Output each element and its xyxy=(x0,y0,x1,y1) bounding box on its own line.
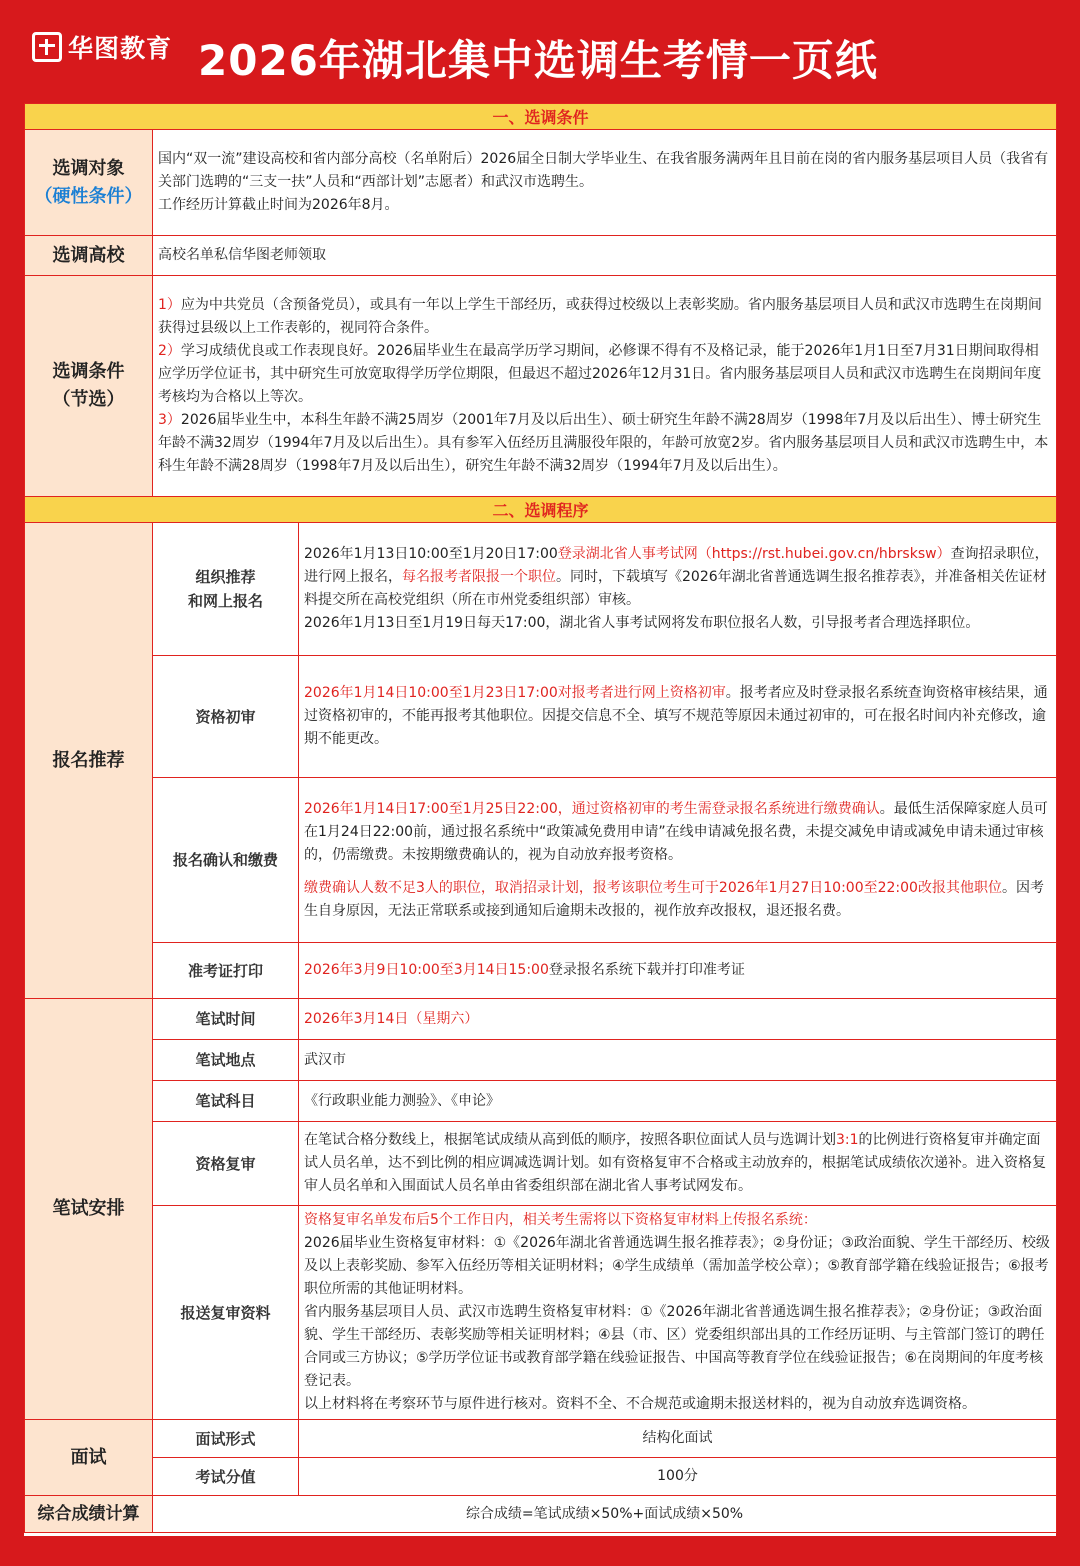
condition-text: 应为中共党员（含预备党员），或具有一年以上学生干部经历，或获得过校级以上表彰奖励。省内服务基层项目人员和武汉市选聘生在岗期间获得过县级以上工作表彰的，视同符合条件。 xyxy=(158,297,1042,336)
materials-note: 以上材料将在考察环节与原件进行核对。资料不全、不合规范或逾期未报送材料的，视为自动放弃选调资格。 xyxy=(304,1396,976,1412)
condition-num: 3） xyxy=(158,412,181,428)
label-online-registration xyxy=(153,523,299,656)
interview-score-value: 100分 xyxy=(299,1458,1057,1496)
row-exam-place xyxy=(25,1040,1057,1081)
materials-grassroots: 省内服务基层项目人员、武汉市选聘生资格复审材料：①《2026年湖北省普通选调生报名推荐表》；②身份证；③政治面貌、学生干部经历、表彰奖励等相关证明材料；④县（市、区）党委组织部出具的工作经历证明、与主管部门签订的聘任合同或三方协议；⑤学历学位证书或教育部学籍在线验证报告、中国高等教育学位在线验证报告；⑥在岗期间的年度考核登记表。 xyxy=(304,1304,1045,1389)
label-target-sub: （硬性条件） xyxy=(34,185,143,207)
row-payment xyxy=(25,778,1057,943)
interview-format-value: 结构化面试 xyxy=(299,1420,1057,1458)
brand-logo xyxy=(32,30,172,64)
label-materials: 报送复审资料 xyxy=(153,1206,299,1420)
cell-payment xyxy=(299,778,1057,943)
label-interview-format: 面试形式 xyxy=(153,1420,299,1458)
brand-name: 华图教育 xyxy=(68,34,173,63)
condition-item xyxy=(158,294,1051,340)
payment-text: 。最低生活保障家庭人员可在1月24日22:00前，通过报名系统中“政策减免费用申请”在线申请减免报名费，未提交减免申请或减免申请未通过审核的，仍需缴费。未按期缴费确认的，视为自动放弃报考资格。 xyxy=(304,800,1048,863)
condition-text: 学习成绩优良或工作表现良好。2026届毕业生在最高学历学习期间，必修课不得有不及格记录，能于2026年1月1日至7月31日期间取得相应学历学位证书，其中研究生可放宽取得学历学位期限，但最迟不超过2026年12月31日。省内服务基层项目人员和武汉市选聘生在岗期间年度考核均为合格以上等次。 xyxy=(158,343,1042,405)
requal-text: 在笔试合格分数线上，根据笔试成绩从高到低的顺序，按照各职位面试人员与选调计划 xyxy=(304,1132,836,1148)
condition-num: 1） xyxy=(158,297,181,313)
row-materials xyxy=(25,1206,1057,1420)
target-text: 国内“双一流”建设高校和省内部分高校（名单附后）2026届全日制大学毕业生、在我省服务满两年且目前在岗的省内服务基层项目人员（我省有关部门选聘的“三支一扶”人员和“西部计划”志愿者）和武汉市选聘生。 xyxy=(158,151,1049,190)
exam-place-value: 武汉市 xyxy=(299,1040,1057,1081)
label-interview-score: 考试分值 xyxy=(153,1458,299,1496)
row-online-registration xyxy=(25,523,1057,656)
row-requalification xyxy=(25,1122,1057,1206)
cell-online-registration xyxy=(299,523,1057,656)
cell-conditions xyxy=(153,276,1057,497)
requal-ratio: 3:1 xyxy=(836,1132,859,1148)
cell-prelim-review xyxy=(299,656,1057,778)
ticket-text: 登录报名系统下载并打印准考证 xyxy=(548,962,745,978)
target-deadline: 工作经历计算截止时间为2026年8月。 xyxy=(158,197,399,213)
reselect-notice: 缴费确认人数不足3人的职位，取消招录计划，报考该职位考生可于2026年1月27日10:00至22:00改报其他职位 xyxy=(304,879,1002,896)
row-conditions xyxy=(25,276,1057,497)
reg-text-2: 。同时，下载填写《2026年湖北省普通选调生报名推荐表》，并准备相关佐证材料提交所在高校党组织（所在市州党委组织部）审核。 xyxy=(304,569,1047,608)
label-admission-ticket: 准考证打印 xyxy=(153,943,299,999)
reg-count-notice: 2026年1月13日至1月19日每天17:00，湖北省人事考试网将发布职位报名人数，引导报考者合理选择职位。 xyxy=(304,615,980,631)
exam-subjects-value: 《行政职业能力测验》、《申论》 xyxy=(299,1081,1057,1122)
row-prelim-review xyxy=(25,656,1057,778)
reselect-text: 。因考生自身原因，无法正常联系或接到通知后逾期未改报的，视作放弃改报权，退还报名费。 xyxy=(304,879,1044,919)
label-school: 选调高校 xyxy=(25,236,153,276)
label-conditions-text: 选调条件 xyxy=(52,361,125,382)
info-table xyxy=(24,103,1057,1533)
condition-num: 2） xyxy=(158,343,181,359)
prelim-time: 2026年1月14日10:00至1月23日17:00对报考者进行网上资格初审 xyxy=(304,685,726,701)
label-registration: 报名推荐 xyxy=(25,523,153,999)
condition-text: 2026届毕业生中，本科生年龄不满25周岁（2001年7月及以后出生）、硕士研究生年龄不满28周岁（1998年7月及以后出生）、博士研究生年龄不满32周岁（1994年7月及以后出生）。具有参军入伍经历且满服役年限的，年龄可放宽2岁。省内服务基层项目人员和武汉市选聘生中，本科生年龄不满28周岁（1998年7月及以后出生），研究生年龄不满32周岁（1994年7月及以后出生）。 xyxy=(158,412,1049,474)
section-heading-procedure: 二、选调程序 xyxy=(25,497,1057,523)
label-exam-subjects: 笔试科目 xyxy=(153,1081,299,1122)
cell-target xyxy=(153,130,1057,236)
row-target xyxy=(25,130,1057,236)
row-exam-time xyxy=(25,999,1057,1040)
row-interview-format xyxy=(25,1420,1057,1458)
label-interview: 面试 xyxy=(25,1420,153,1496)
row-exam-subjects xyxy=(25,1081,1057,1122)
cell-materials xyxy=(299,1206,1057,1420)
section-heading-conditions: 一、选调条件 xyxy=(25,104,1057,130)
condition-item xyxy=(158,340,1051,409)
row-school xyxy=(25,236,1057,276)
label-prelim-review: 资格初审 xyxy=(153,656,299,778)
label-conditions xyxy=(25,276,153,497)
reg-limit: 每名报考者限报一个职位 xyxy=(402,569,556,585)
row-total-score xyxy=(25,1496,1057,1533)
label-exam-place: 笔试地点 xyxy=(153,1040,299,1081)
materials-deadline: 资格复审名单发布后5个工作日内，相关考生需将以下资格复审材料上传报名系统： xyxy=(304,1212,817,1228)
condition-item xyxy=(158,409,1051,478)
label-conditions-sub: （节选） xyxy=(52,389,125,410)
exam-time-value: 2026年3月14日（星期六） xyxy=(299,999,1057,1040)
school-text: 高校名单私信华图老师领取 xyxy=(153,236,1057,276)
label-exam-time: 笔试时间 xyxy=(153,999,299,1040)
ticket-time: 2026年3月9日10:00至3月14日15:00 xyxy=(304,962,549,978)
label-total-score: 综合成绩计算 xyxy=(25,1496,153,1533)
label-target-text: 选调对象 xyxy=(52,157,125,179)
label-online-registration-l2: 和网上报名 xyxy=(187,592,263,610)
requal-text-2: 的比例进行资格复审并确定面试人员名单，达不到比例的相应调减选调计划。如有资格复审不合格或主动放弃的，根据笔试成绩依次递补。进入资格复审人员名单和入围面试人员名单由省委组织部在湖北省人事考试网发布。 xyxy=(304,1132,1046,1194)
header-banner xyxy=(0,0,1080,102)
cell-requalification xyxy=(299,1122,1057,1206)
materials-graduates: 2026届毕业生资格复审材料：①《2026年湖北省普通选调生报名推荐表》；②身份证；③政治面貌、学生干部经历、校级及以上表彰奖励、参军入伍经历等相关证明材料；④学生成绩单（需加盖学校公章）；⑤教育部学籍在线验证报告；⑥报考职位所需的其他证明材料。 xyxy=(304,1235,1050,1297)
prelim-text: 。报考者应及时登录报名系统查询资格审核结果，通过资格初审的，不能再报考其他职位。因提交信息不全、填写不规范等原因未通过初审的，可在报名时间内补充修改，逾期不能更改。 xyxy=(304,685,1048,747)
reg-text: 查询招录职位，进行网上报名， xyxy=(304,546,1049,585)
label-requalification: 资格复审 xyxy=(153,1122,299,1206)
brand-mark-icon xyxy=(32,32,62,62)
label-payment: 报名确认和缴费 xyxy=(153,778,299,943)
info-sheet xyxy=(24,103,1056,1536)
reg-time: 2026年1月13日10:00至1月20日17:00 xyxy=(304,546,558,562)
row-admission-ticket xyxy=(25,943,1057,999)
cell-admission-ticket xyxy=(299,943,1057,999)
total-score-formula: 综合成绩=笔试成绩×50%+面试成绩×50% xyxy=(153,1496,1057,1533)
row-interview-score xyxy=(25,1458,1057,1496)
label-online-registration-l1: 组织推荐 xyxy=(195,568,256,586)
page-title: 2026年湖北集中选调生考情一页纸 xyxy=(198,36,878,85)
reg-site-link[interactable]: 登录湖北省人事考试网（https://rst.hubei.gov.cn/hbrsksw） xyxy=(557,546,951,562)
label-target xyxy=(25,130,153,236)
label-exam: 笔试安排 xyxy=(25,999,153,1420)
payment-time: 2026年1月14日17:00至1月25日22:00，通过资格初审的考生需登录报名系统进行缴费确认 xyxy=(304,800,880,817)
